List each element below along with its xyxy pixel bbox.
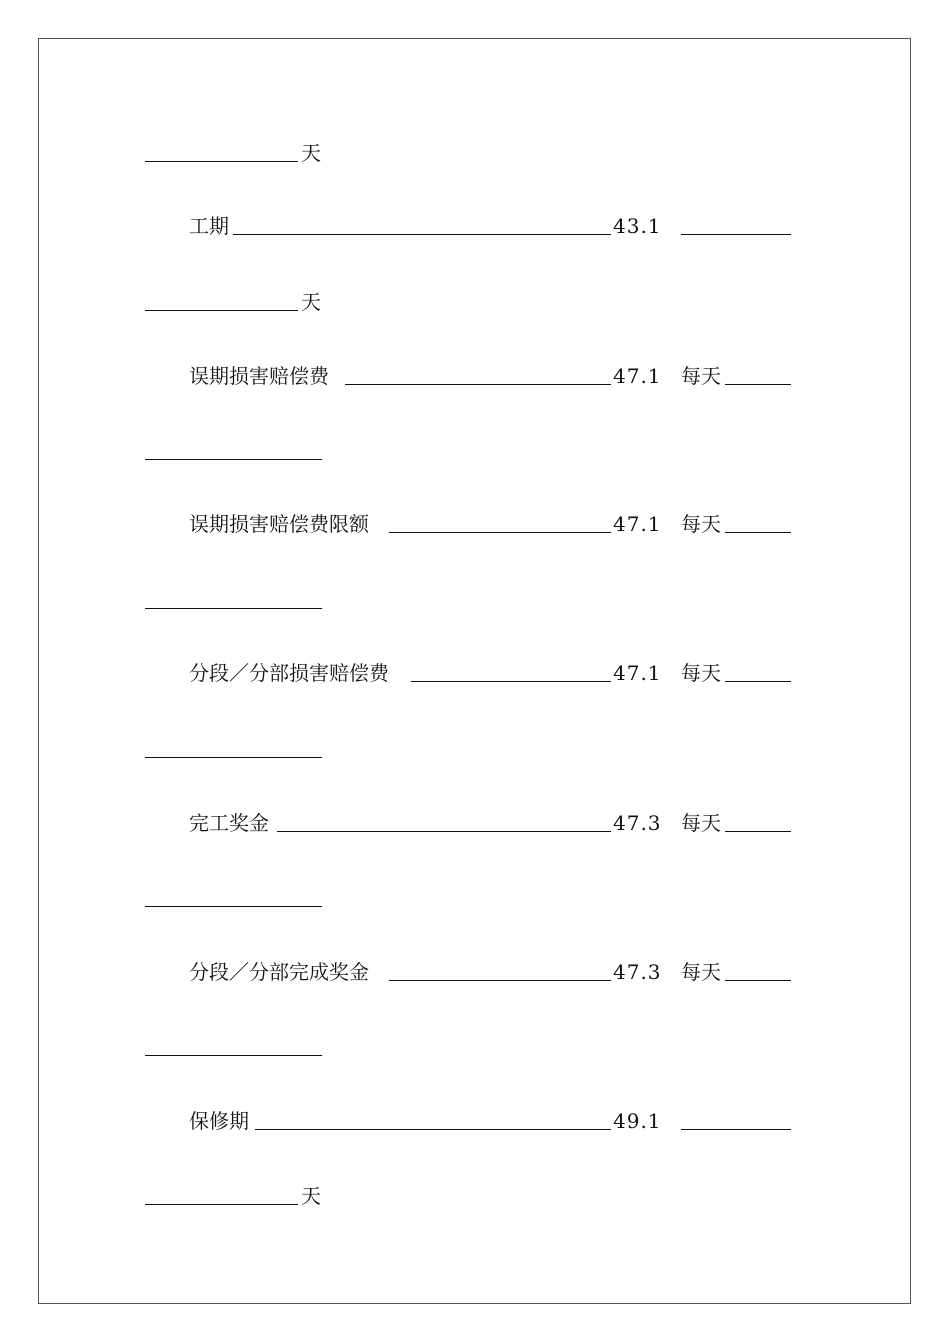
entry-label: 完工奖金	[189, 811, 269, 835]
clause-number: 47.3	[613, 811, 662, 835]
fill-in-line	[145, 1204, 298, 1205]
fill-in-line	[725, 532, 791, 533]
entry-label: 工期	[189, 214, 229, 238]
fill-in-line	[145, 608, 322, 609]
page-border	[38, 38, 911, 1304]
fill-in-line	[681, 1129, 791, 1130]
fill-in-line	[145, 906, 322, 907]
value-prefix: 每天	[681, 661, 721, 685]
leader-line	[345, 384, 611, 385]
entry-label: 误期损害赔偿费限额	[189, 512, 369, 536]
value-prefix: 每天	[681, 512, 721, 536]
unit-text: 天	[301, 141, 321, 165]
fill-in-line	[725, 384, 791, 385]
clause-number: 47.1	[613, 364, 662, 388]
leader-line	[389, 980, 611, 981]
leader-line	[255, 1129, 611, 1130]
clause-number: 47.3	[613, 960, 662, 984]
clause-number: 43.1	[613, 214, 662, 238]
leader-line	[233, 234, 611, 235]
clause-number: 49.1	[613, 1109, 662, 1133]
leader-line	[389, 532, 611, 533]
fill-in-line	[681, 234, 791, 235]
value-prefix: 每天	[681, 960, 721, 984]
fill-in-line	[725, 831, 791, 832]
value-prefix: 每天	[681, 811, 721, 835]
entry-label: 分段／分部损害赔偿费	[189, 661, 389, 685]
blank-line	[145, 161, 298, 162]
entry-label: 保修期	[189, 1109, 249, 1133]
entry-label: 误期损害赔偿费	[189, 364, 329, 388]
unit-text: 天	[301, 1184, 321, 1208]
fill-in-line	[725, 681, 791, 682]
clause-number: 47.1	[613, 512, 662, 536]
fill-in-line	[145, 757, 322, 758]
clause-number: 47.1	[613, 661, 662, 685]
unit-text: 天	[301, 290, 321, 314]
fill-in-line	[145, 1055, 322, 1056]
leader-line	[277, 831, 611, 832]
fill-in-line	[145, 459, 322, 460]
fill-in-line	[725, 980, 791, 981]
leader-line	[411, 681, 611, 682]
value-prefix: 每天	[681, 364, 721, 388]
fill-in-line	[145, 310, 298, 311]
entry-label: 分段／分部完成奖金	[189, 960, 369, 984]
